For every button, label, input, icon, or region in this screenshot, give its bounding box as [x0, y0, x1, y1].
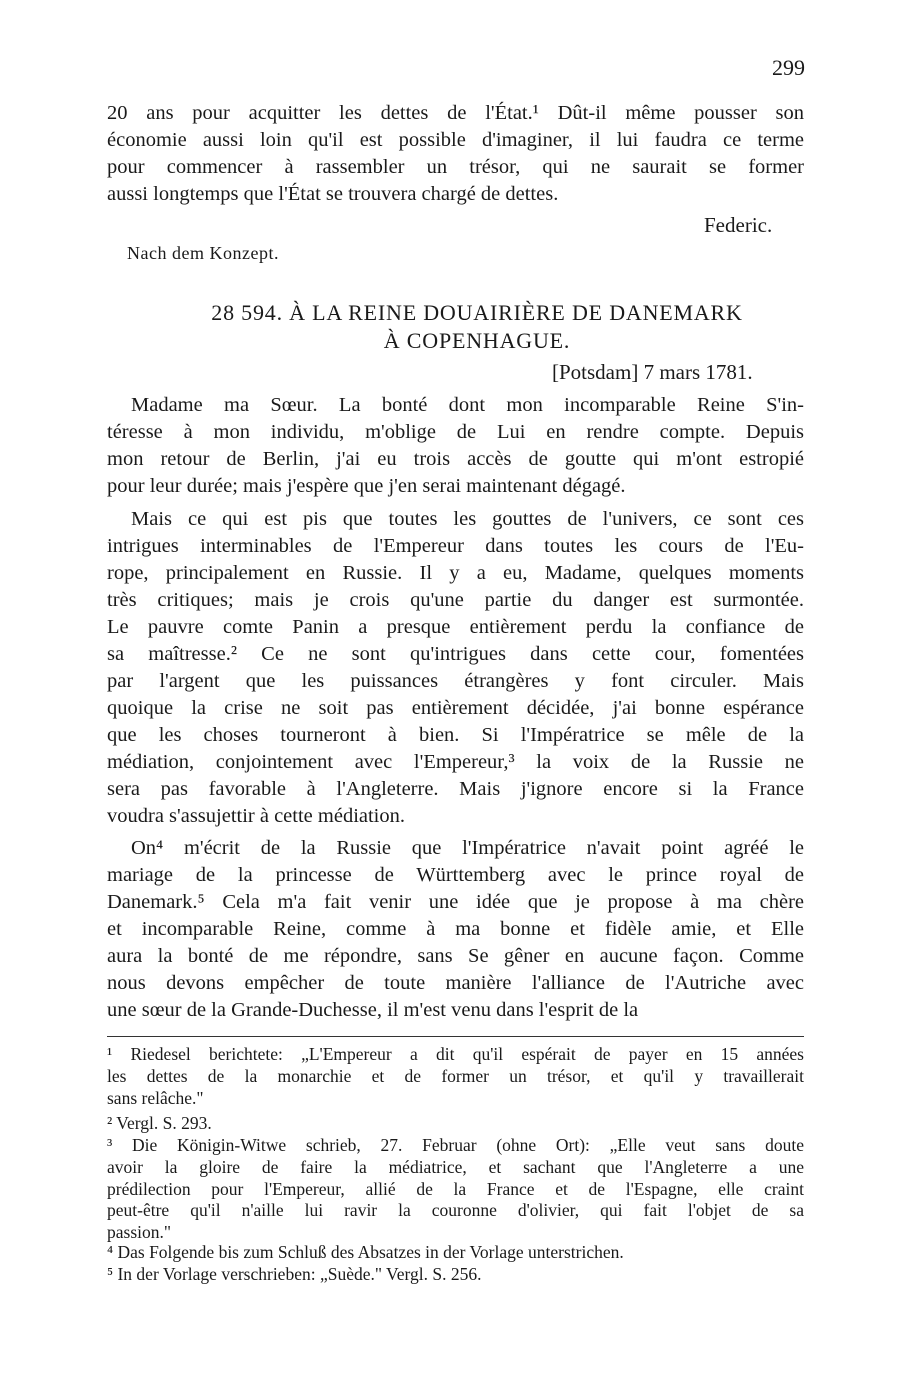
signature: Federic. [704, 213, 773, 237]
footnote-1 [107, 1044, 804, 1109]
footnote-line: ⁴ Das Folgende bis zum Schluß des Absatzes in der Vorlage unterstrichen. [107, 1242, 624, 1262]
page-number: 299 [772, 55, 805, 80]
text-line: On⁴ m'écrit de la Russie que l'Impératrice n'avait point agréé le [131, 837, 804, 859]
footnote-line: avoir la gloire de faire la médiatrice, et sachant que l'Angleterre a une [107, 1156, 804, 1177]
text-line: quoique la crise ne soit pas entièrement décidée, j'ai bonne espérance [107, 697, 804, 719]
text-line: nous devons empêcher de toute manière l'alliance de l'Autriche avec [107, 972, 804, 994]
letter-paragraph-1 [107, 392, 804, 500]
text-line: intrigues interminables de l'Empereur dans toutes les cours de l'Eu- [107, 535, 804, 557]
text-line: économie aussi loin qu'il est possible d'imaginer, il lui faudra ce terme [107, 129, 804, 151]
footnote-3 [107, 1135, 804, 1244]
letter-heading-line1: 28 594. À LA REINE DOUAIRIÈRE DE DANEMARK [211, 300, 743, 325]
text-line: et incomparable Reine, comme à ma bonne et fidèle amie, et Elle [107, 918, 804, 940]
text-line: sa maîtresse.² Ce ne sont qu'intrigues dans cette cour, fomentées [107, 643, 804, 665]
text-line: aura la bonté de me répondre, sans Se gêner en aucune façon. Comme [107, 945, 804, 967]
text-line: 20 ans pour acquitter les dettes de l'État.¹ Dût-il même pousser son [107, 102, 804, 124]
footnote-line: passion." [107, 1222, 172, 1243]
letter-paragraph-3 [107, 835, 804, 1024]
text-line: pour leur durée; mais j'espère que j'en serai maintenant dégagé. [107, 475, 626, 497]
text-line: voudra s'assujettir à cette médiation. [107, 805, 406, 827]
text-line: pour commencer à rassembler un trésor, qui ne saurait se former [107, 156, 804, 178]
footnote-divider [107, 1036, 804, 1037]
footnote-line: sans relâche." [107, 1087, 204, 1108]
footnote-4 [107, 1242, 804, 1264]
text-line: Madame ma Sœur. La bonté dont mon incomparable Reine S'in- [131, 394, 804, 416]
text-line: que les choses tourneront à bien. Si l'Impératrice se mêle de la [107, 724, 804, 746]
text-line: Danemark.⁵ Cela m'a fait venir une idée que je propose à ma chère [107, 891, 804, 913]
text-line: Le pauvre comte Panin a presque entièrement perdu la confiance de [107, 616, 804, 638]
letter-heading-line2: À COPENHAGUE. [383, 328, 571, 353]
text-line: mon retour de Berlin, j'ai eu trois accès de goutte qui m'ont estropié [107, 448, 804, 470]
text-line: très critiques; mais je crois qu'une partie du danger est surmontée. [107, 589, 804, 611]
text-line: médiation, conjointement avec l'Empereur,³ la voix de la Russie ne [107, 751, 804, 773]
footnote-line: les dettes de la monarchie et de former un trésor, et qu'il y travaillerait [107, 1065, 804, 1086]
text-line: sera pas favorable à l'Angleterre. Mais j'ignore encore si la France [107, 778, 804, 800]
text-line: aussi longtemps que l'État se trouvera chargé de dettes. [107, 183, 559, 205]
text-line: téresse à mon individu, m'oblige de Lui en rendre compte. Depuis [107, 421, 804, 443]
footnote-5 [107, 1264, 804, 1286]
footnote-line: ⁵ In der Vorlage verschrieben: „Suède." Vergl. S. 256. [107, 1264, 482, 1284]
footnote-line: ¹ Riedesel berichtete: „L'Empereur a dit qu'il espérait de payer en 15 années [107, 1044, 804, 1064]
intro-paragraph [107, 100, 804, 208]
footnote-line: peut-être qu'il n'aille lui ravir la couronne d'olivier, qui fait l'objet de sa [107, 1200, 804, 1221]
footnote-line: prédilection pour l'Empereur, allié de la France et de l'Espagne, elle craint [107, 1178, 804, 1199]
text-line: Mais ce qui est pis que toutes les gouttes de l'univers, ce sont ces [131, 508, 804, 530]
source-note: Nach dem Konzept. [127, 243, 279, 263]
letter-paragraph-2 [107, 506, 804, 830]
text-line: mariage de la princesse de Württemberg avec le prince royal de [107, 864, 804, 886]
footnote-2 [107, 1113, 804, 1135]
footnote-line: ³ Die Königin-Witwe schrieb, 27. Februar (ohne Ort): „Elle veut sans doute [107, 1135, 804, 1155]
footnote-line: ² Vergl. S. 293. [107, 1113, 212, 1133]
letter-date: [Potsdam] 7 mars 1781. [552, 360, 753, 384]
text-line: une sœur de la Grande-Duchesse, il m'est venu dans l'esprit de la [107, 999, 639, 1021]
text-line: rope, principalement en Russie. Il y a eu, Madame, quelques moments [107, 562, 804, 584]
text-line: par l'argent que les puissances étrangères y font circuler. Mais [107, 670, 804, 692]
